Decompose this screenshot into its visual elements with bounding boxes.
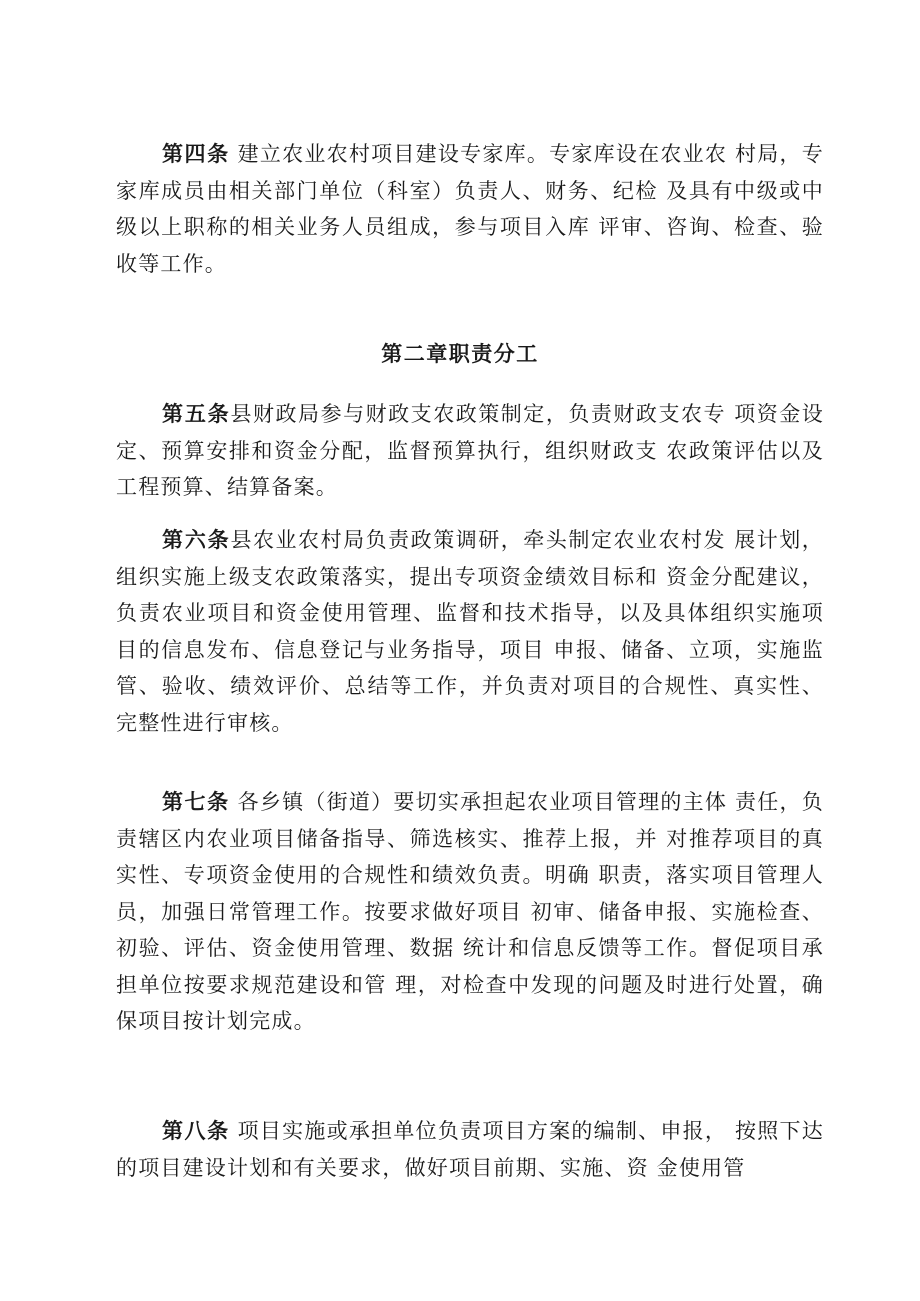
article-7-paragraph [116,784,824,1040]
article-5-paragraph [116,396,824,506]
article-6-paragraph [116,522,824,741]
article-8-number: 第八条 [162,1119,230,1143]
article-4-text: 建立农业农村项目建设专家库。专家库设在农业农 村局，专家库成员由相关部门单位（科室）负责人、财务、纪检 及具有中级或中级以上职称的相关业务人员组成，参与项目入库 评审、咨询、检查、验收等工作。 [116,142,824,276]
article-5-number: 第五条 [162,402,231,426]
article-8-text: 项目实施或承担单位负责项目方案的编制、申报， 按照下达的项目建设计划和有关要求，做好项目前期、实施、资 金使用管 [116,1119,824,1180]
article-4-number: 第四条 [162,142,230,166]
article-4-paragraph [116,136,824,282]
article-6-number: 第六条 [162,528,231,552]
article-8-paragraph [116,1113,824,1186]
article-5-text: 县财政局参与财政支农政策制定，负责财政支农专 项资金设定、预算安排和资金分配，监督预算执行，组织财政支 农政策评估以及工程预算、结算备案。 [116,402,825,499]
article-6-text: 县农业农村局负责政策调研，牵头制定农业农村发 展计划，组织实施上级支农政策落实，提出专项资金绩效目标和 资金分配建议，负责农业项目和资金使用管理、监督和技术指导，以及具体组织实施项目的信息发布、信息登记与业务指导，项目 申报、储备、立项，实施监管、验收、绩效评价、总结等工作，并负责对项目的合规性、真实性、完整性进行审核。 [116,528,825,735]
article-7-number: 第七条 [162,790,230,814]
article-7-text: 各乡镇（街道）要切实承担起农业项目管理的主体 责任，负责辖区内农业项目储备指导、筛选核实、推荐上报，并 对推荐项目的真实性、专项资金使用的合规性和绩效负责。明确 职责，落实项目管理人员，加强日常管理工作。按要求做好项目 初审、储备申报、实施检查、初验、评估、资金使用管理、数据 统计和信息反馈等工作。督促项目承担单位按要求规范建设和管 理，对检查中发现的问题及时进行处置，确保项目按计划完成。 [116,790,824,1033]
chapter-2-title: 第二章职责分工 [381,342,539,366]
